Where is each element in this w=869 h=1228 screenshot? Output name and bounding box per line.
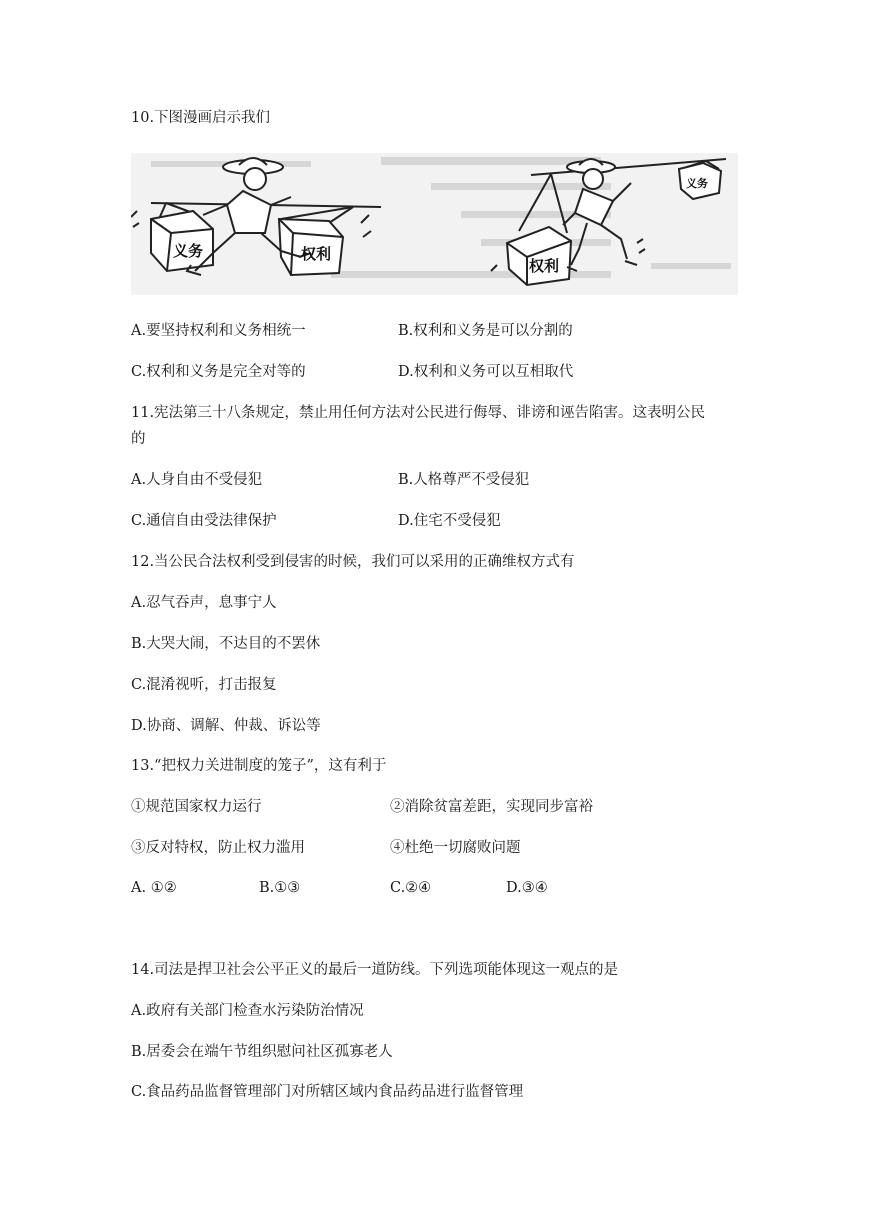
q10-option-a: A.要坚持权利和义务相统一 — [131, 323, 306, 339]
q12-option-c: C.混淆视听，打击报复 — [131, 677, 277, 693]
q12-stem: 12.当公民合法权利受到侵害的时候，我们可以采用的正确维权方式有 — [131, 554, 575, 570]
q11-stem-line1: 11.宪法第三十八条规定，禁止用任何方法对公民进行侮辱、诽谤和诬告陷害。这表明公民 — [131, 405, 706, 421]
small-box-label: 义务 — [686, 177, 708, 190]
q14-option-c: C.食品药品监督管理部门对所辖区域内食品药品进行监督管理 — [131, 1084, 524, 1100]
q13-option-b: B.①③ — [259, 880, 301, 896]
q13-item-4: ④杜绝一切腐败问题 — [390, 840, 521, 856]
q13-option-d: D.③④ — [506, 880, 548, 896]
right-box-label: 权利 — [301, 245, 332, 263]
q11-option-d: D.住宅不受侵犯 — [398, 513, 501, 529]
q13-item-1: ①规范国家权力运行 — [131, 799, 262, 815]
left-box-label: 义务 — [173, 242, 204, 260]
q13-stem: 13.“把权力关进制度的笼子”，这有利于 — [131, 758, 387, 774]
q10-option-d: D.权利和义务可以互相取代 — [398, 364, 574, 380]
q14-stem: 14.司法是捍卫社会公平正义的最后一道防线。下列选项能体现这一观点的是 — [131, 962, 619, 978]
q11-option-c: C.通信自由受法律保护 — [131, 513, 277, 529]
q10-option-b: B.权利和义务是可以分割的 — [398, 323, 573, 339]
q11-stem-line2: 的 — [131, 431, 146, 447]
left-figure — [131, 158, 381, 275]
q13-item-2: ②消除贫富差距，实现同步富裕 — [390, 799, 593, 815]
rights-duties-cartoon — [131, 153, 738, 295]
q10-option-c: C.权利和义务是完全对等的 — [131, 364, 306, 380]
q12-option-d: D.协商、调解、仲裁、诉讼等 — [131, 718, 321, 734]
q12-option-a: A.忍气吞声，息事宁人 — [131, 595, 277, 611]
q10-stem: 10.下图漫画启示我们 — [131, 110, 271, 126]
big-box-label: 权利 — [529, 257, 560, 275]
q14-option-a: A.政府有关部门检查水污染防治情况 — [131, 1003, 364, 1019]
cartoon-drawing — [131, 153, 738, 295]
q13-item-3: ③反对特权，防止权力滥用 — [131, 840, 305, 856]
q12-option-b: B.大哭大闹，不达目的不罢休 — [131, 636, 321, 652]
q11-option-b: B.人格尊严不受侵犯 — [398, 472, 530, 488]
q13-option-c: C.②④ — [390, 880, 432, 896]
q13-option-a: A. ①② — [131, 880, 177, 896]
q14-option-b: B.居委会在端午节组织慰问社区孤寡老人 — [131, 1044, 393, 1060]
q11-option-a: A.人身自由不受侵犯 — [131, 472, 263, 488]
